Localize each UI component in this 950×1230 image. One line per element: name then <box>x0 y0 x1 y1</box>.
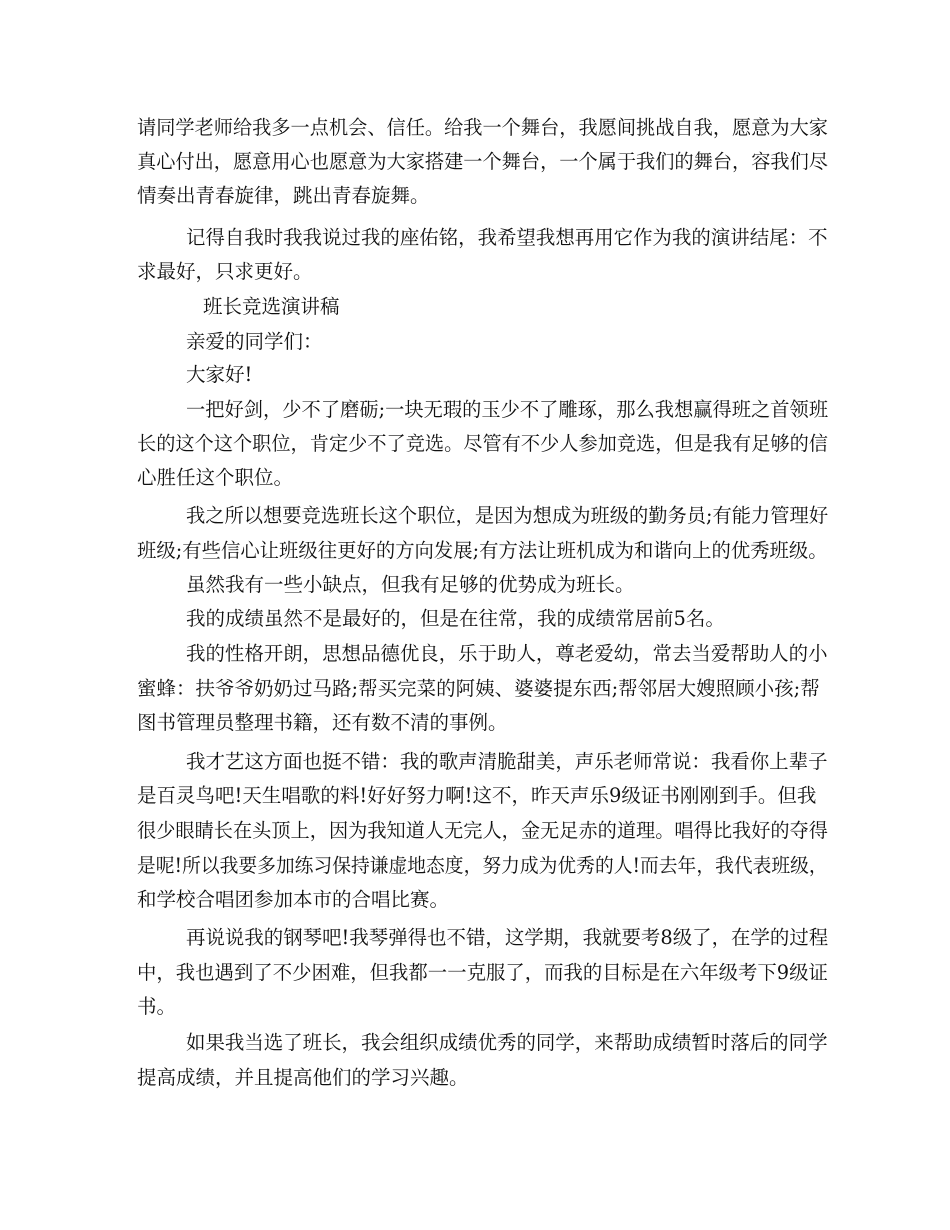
paragraph-line: 我的性格开朗，思想品德优良，乐于助人，尊老爱幼，常去当爱帮助人的小 <box>186 642 828 665</box>
paragraph-line: 虽然我有一些小缺点，但我有足够的优势成为班长。 <box>186 573 635 596</box>
paragraph-line: 我之所以想要竞选班长这个职位，是因为想成为班级的勤务员;有能力管理好 <box>186 504 829 527</box>
paragraph-line: 情奏出青春旋律，跳出青春旋舞。 <box>137 184 430 207</box>
paragraph-line: 我才艺这方面也挺不错：我的歌声清脆甜美，声乐老师常说：我看你上辈子 <box>186 750 828 773</box>
paragraph-line: 一把好剑，少不了磨砺;一块无瑕的玉少不了雕琢，那么我想赢得班之首领班 <box>186 398 829 421</box>
paragraph-line: 记得自我时我我说过我的座佑铭，我希望我想再用它作为我的演讲结尾：不 <box>186 226 828 249</box>
paragraph-line: 我的成绩虽然不是最好的，但是在往常，我的成绩常居前5名。 <box>186 607 725 630</box>
paragraph-line: 书。 <box>137 995 177 1018</box>
paragraph-line: 求最好，只求更好。 <box>137 260 313 283</box>
paragraph-line: 班级;有些信心让班级往更好的方向发展;有方法让班机成为和谐向上的优秀班级。 <box>137 539 828 562</box>
paragraph-line: 蜜蜂：扶爷爷奶奶过马路;帮买完菜的阿姨、婆婆提东西;帮邻居大嫂照顾小孩;帮 <box>137 677 820 700</box>
paragraph-line: 图书管理员整理书籍，还有数不清的事例。 <box>137 711 508 734</box>
paragraph-line: 请同学老师给我多一点机会、信任。给我一个舞台，我愿间挑战自我，愿意为大家 <box>137 116 828 139</box>
greeting-line: 大家好! <box>186 363 253 386</box>
paragraph-line: 如果我当选了班长，我会组织成绩优秀的同学，来帮助成绩暂时落后的同学 <box>186 1031 828 1054</box>
paragraph-line: 中，我也遇到了不少困难，但我都一一克服了，而我的目标是在六年级考下9级证 <box>137 961 828 984</box>
paragraph-line: 真心付出，愿意用心也愿意为大家搭建一个舞台，一个属于我们的舞台，容我们尽 <box>137 150 828 173</box>
paragraph-line: 再说说我的钢琴吧!我琴弹得也不错，这学期，我就要考8级了，在学的过程 <box>186 926 829 949</box>
paragraph-line: 和学校合唱团参加本市的合唱比赛。 <box>137 888 450 911</box>
salutation-line: 亲爱的同学们： <box>186 330 323 353</box>
paragraph-line: 是百灵鸟吧!天生唱歌的料!好好努力啊!这不，昨天声乐9级证书刚刚到手。但我 <box>137 784 817 807</box>
paragraph-line: 长的这个这个职位，肯定少不了竞选。尽管有不少人参加竞选，但是我有足够的信 <box>137 432 828 455</box>
paragraph-line: 是呢!所以我要多加练习保持谦虚地态度，努力成为优秀的人!而去年，我代表班级， <box>137 854 828 877</box>
paragraph-line: 很少眼睛长在头顶上，因为我知道人无完人，金无足赤的道理。唱得比我好的夺得 <box>137 819 828 842</box>
paragraph-line: 心胜任这个职位。 <box>137 466 294 489</box>
paragraph-line: 提高成绩，并且提高他们的学习兴趣。 <box>137 1066 469 1089</box>
section-heading: 班长竞选演讲稿 <box>203 295 340 318</box>
